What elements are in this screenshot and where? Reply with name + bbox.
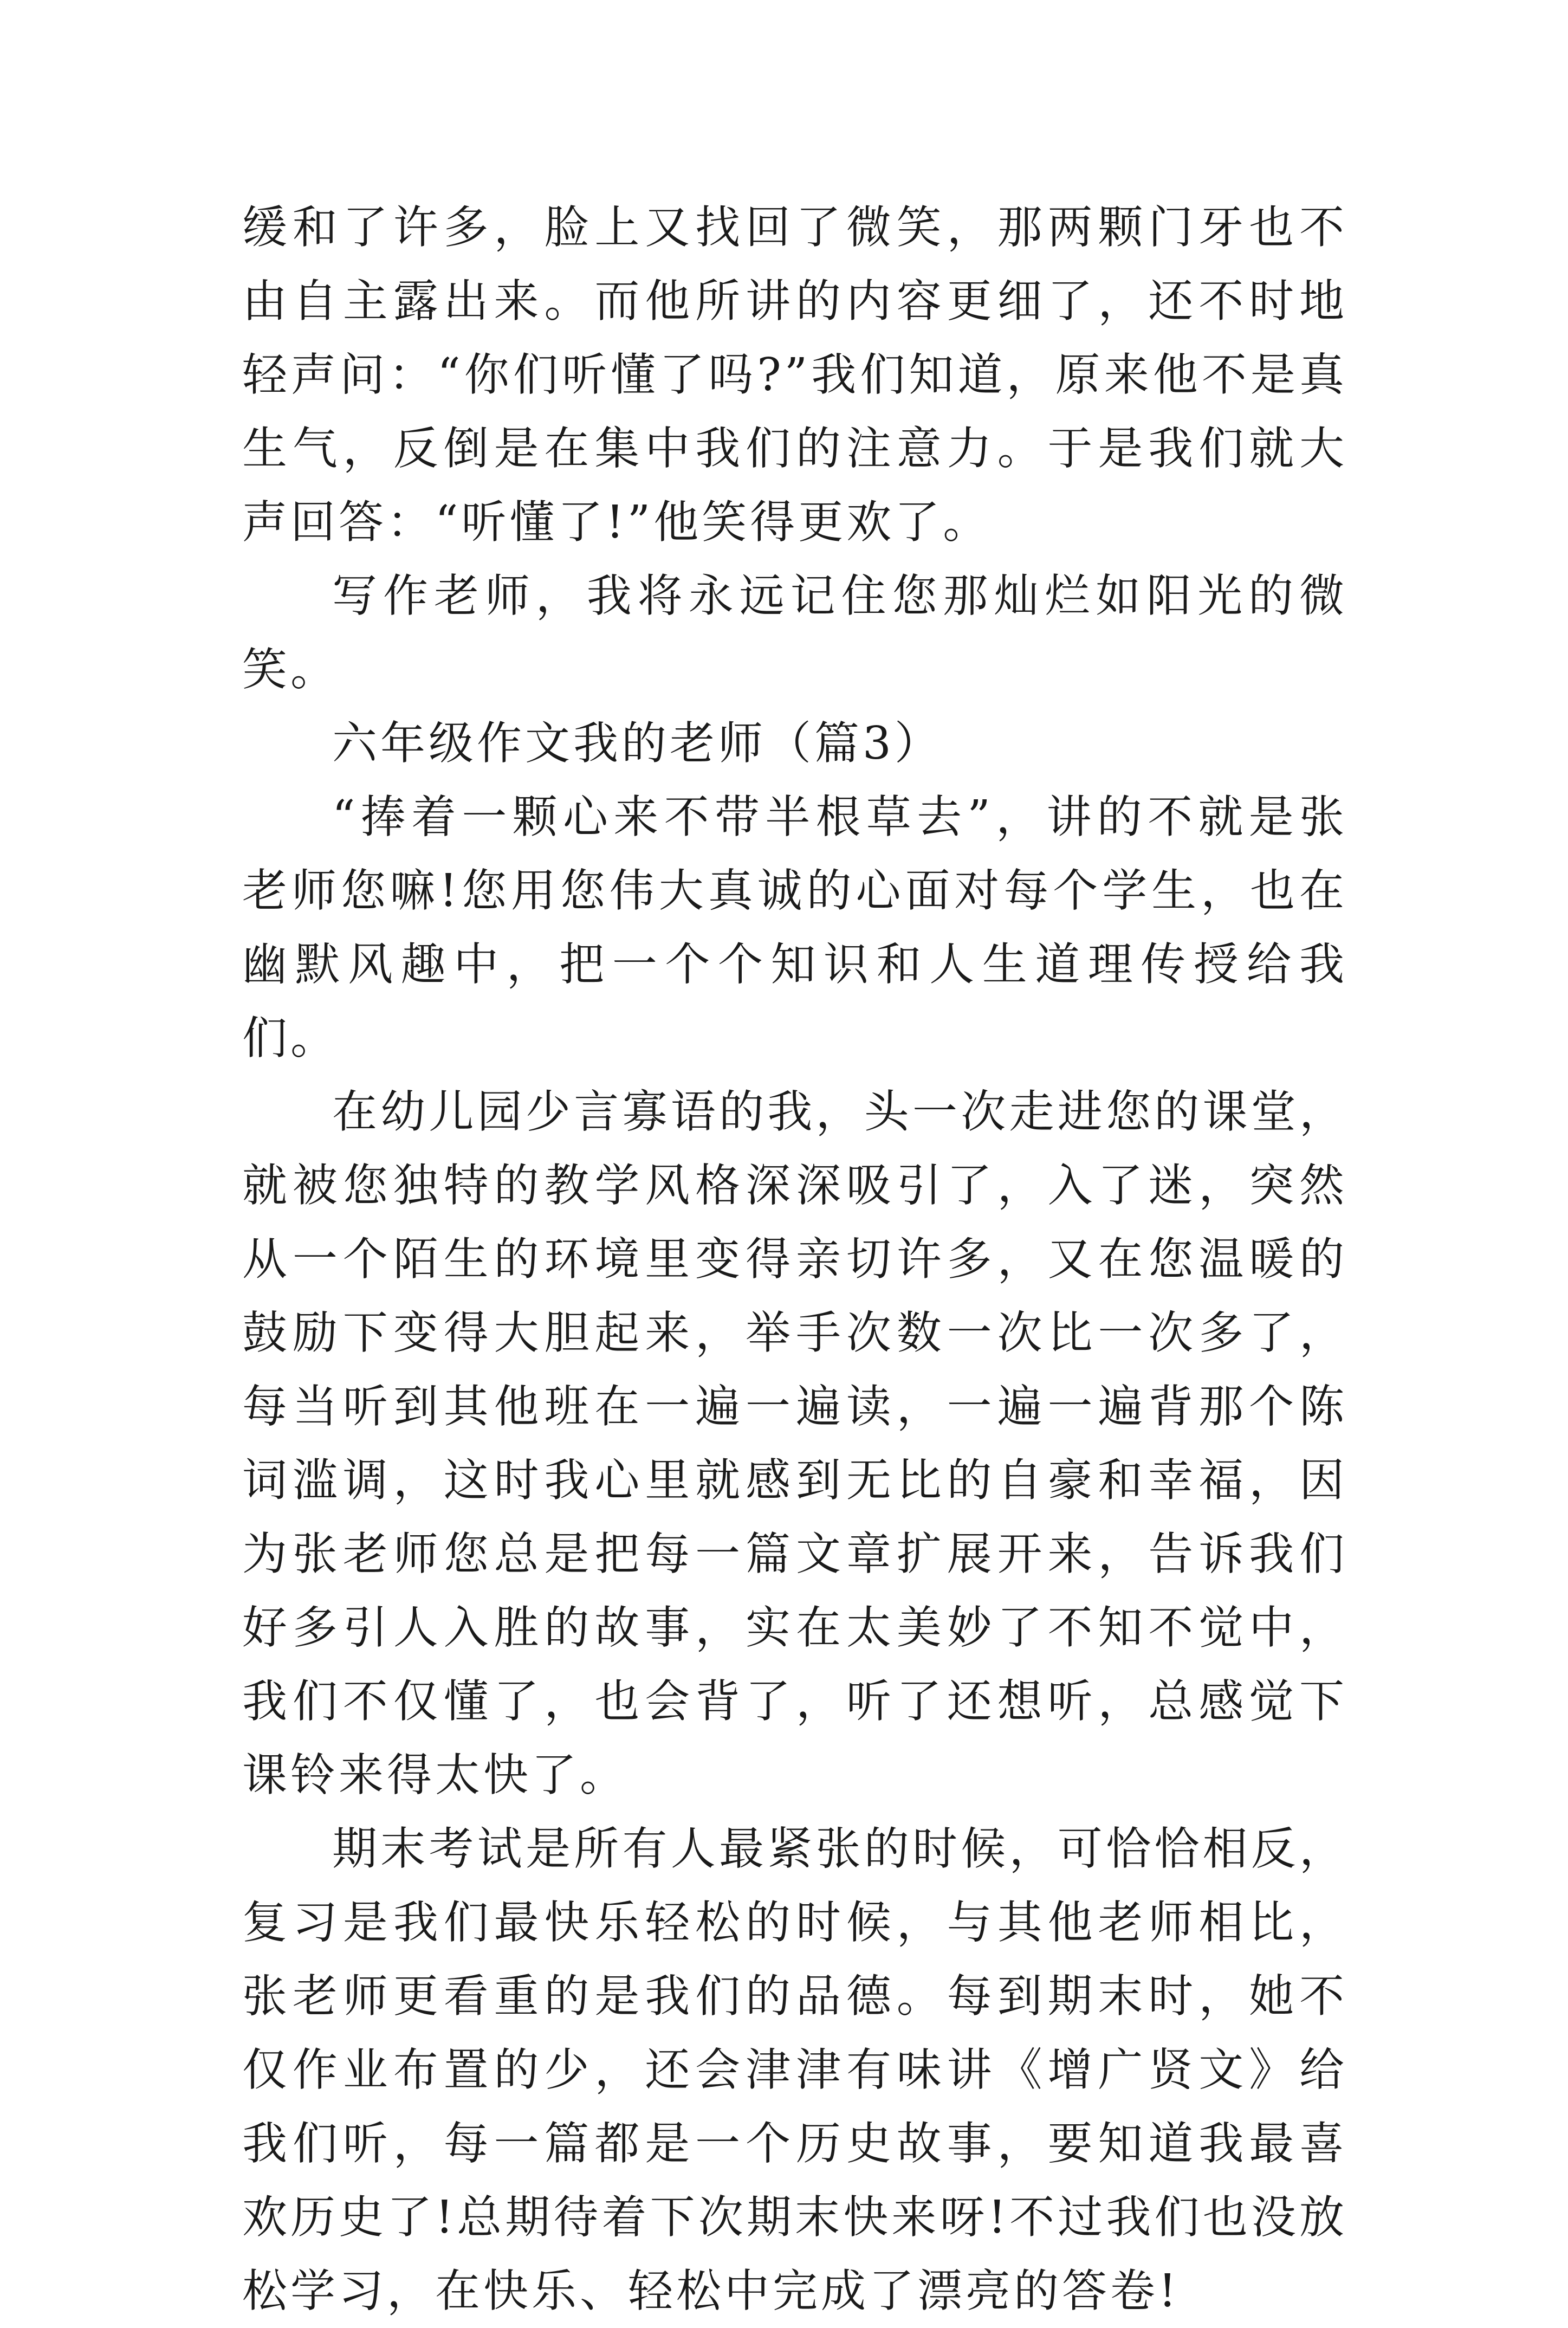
article-body bbox=[242, 191, 1347, 2328]
paragraph-closing-line: 写作老师，我将永远记住您那灿烂如阳光的微笑。 bbox=[242, 570, 1347, 696]
paragraph-continuation: 缓和了许多，脸上又找回了微笑，那两颗门牙也不由自主露出来。而他所讲的内容更细了，还不时地轻声问：“你们听懂了吗?”我们知道，原来他不是真生气，反倒是在集中我们的注意力。于是我们就大声回答：“听懂了!”他笑得更欢了。 bbox=[242, 201, 1347, 548]
paragraph-intro: “捧着一颗心来不带半根草去”，讲的不就是张老师您嘛!您用您伟大真诚的心面对每个学生，也在幽默风趣中，把一个个知识和人生道理传授给我们。 bbox=[242, 791, 1347, 1064]
essay-heading: 六年级作文我的老师（篇3） bbox=[332, 717, 943, 769]
paragraph-exam: 期末考试是所有人最紧张的时候，可恰恰相反，复习是我们最快乐轻松的时候，与其他老师相比，张老师更看重的是我们的品德。每到期末时，她不仅作业布置的少，还会津津有味讲《增广贤文》给我们听，每一篇都是一个历史故事，要知道我最喜欢历史了!总期待着下次期末快来呀!不过我们也没放松学习，在快乐、轻松中完成了漂亮的答卷! bbox=[242, 1822, 1347, 2317]
paragraph-classroom: 在幼儿园少言寡语的我，头一次走进您的课堂，就被您独特的教学风格深深吸引了，入了迷，突然从一个陌生的环境里变得亲切许多，又在您温暖的鼓励下变得大胆起来，举手次数一次比一次多了，每当听到其他班在一遍一遍读，一遍一遍背那个陈词滥调，这时我心里就感到无比的自豪和幸福，因为张老师您总是把每一篇文章扩展开来，告诉我们好多引人入胜的故事，实在太美妙了不知不觉中，我们不仅懂了，也会背了，听了还想听，总感觉下课铃来得太快了。 bbox=[242, 1085, 1347, 1801]
